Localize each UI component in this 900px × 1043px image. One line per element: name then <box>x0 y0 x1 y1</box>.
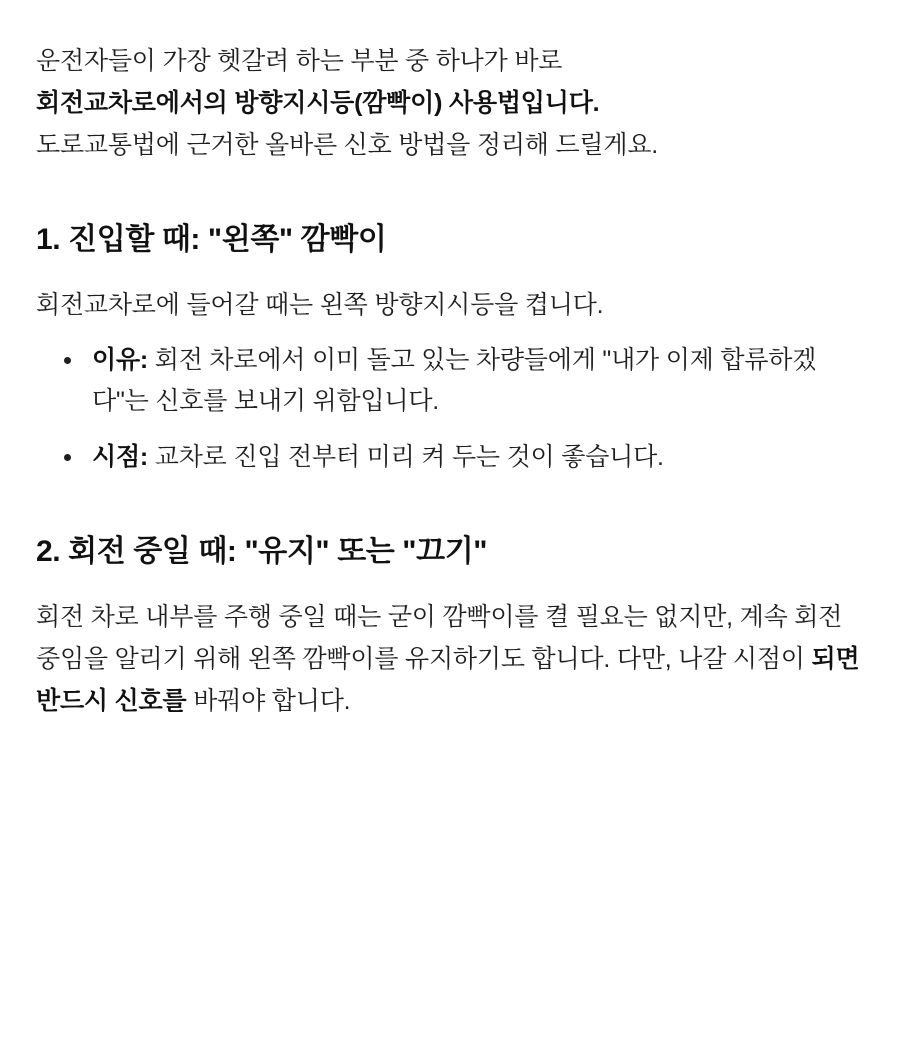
section-2-paragraph-part-2: 바꿔야 합니다. <box>186 686 351 715</box>
bullet-dot-icon <box>64 454 71 461</box>
intro-paragraph <box>36 40 864 166</box>
section-2-paragraph-bold: 되면 반드시 신호를 <box>36 644 860 715</box>
section-2-heading: 2. 회전 중일 때: "유지" 또는 "끄기" <box>36 535 488 568</box>
list-item <box>36 340 864 423</box>
section-1-bullet-list <box>36 340 864 479</box>
bullet-text: 회전 차로에서 이미 돌고 있는 차량들에게 "내가 이제 합류하겠다"는 신호를 보내기 위함입니다. <box>92 345 817 415</box>
bullet-dot-icon <box>64 357 71 364</box>
section-1-paragraph: 회전교차로에 들어갈 때는 왼쪽 방향지시등을 켭니다. <box>36 290 604 319</box>
intro-line-2-bold: 회전교차로에서의 방향지시등(깜빡이) 사용법입니다. <box>36 89 600 117</box>
intro-line-1: 운전자들이 가장 헷갈려 하는 부분 중 하나가 바로 <box>36 47 563 75</box>
intro-line-3: 도로교통법에 근거한 올바른 신호 방법을 정리해 드릴게요. <box>36 131 659 159</box>
bullet-text: 교차로 진입 전부터 미리 켜 두는 것이 좋습니다. <box>154 442 664 471</box>
section-1-heading: 1. 진입할 때: "왼쪽" 깜빡이 <box>36 223 387 256</box>
section-2-paragraph <box>36 596 864 722</box>
bullet-term: 시점: <box>92 442 149 471</box>
list-item <box>36 437 864 479</box>
section-2-paragraph-part-1: 회전 차로 내부를 주행 중일 때는 굳이 깜빡이를 켤 필요는 없지만, 계속 회전 중임을 알리기 위해 왼쪽 깜빡이를 유지하기도 합니다. 다만, 나갈 시점이 <box>36 602 843 673</box>
bullet-term: 이유: <box>92 345 149 374</box>
